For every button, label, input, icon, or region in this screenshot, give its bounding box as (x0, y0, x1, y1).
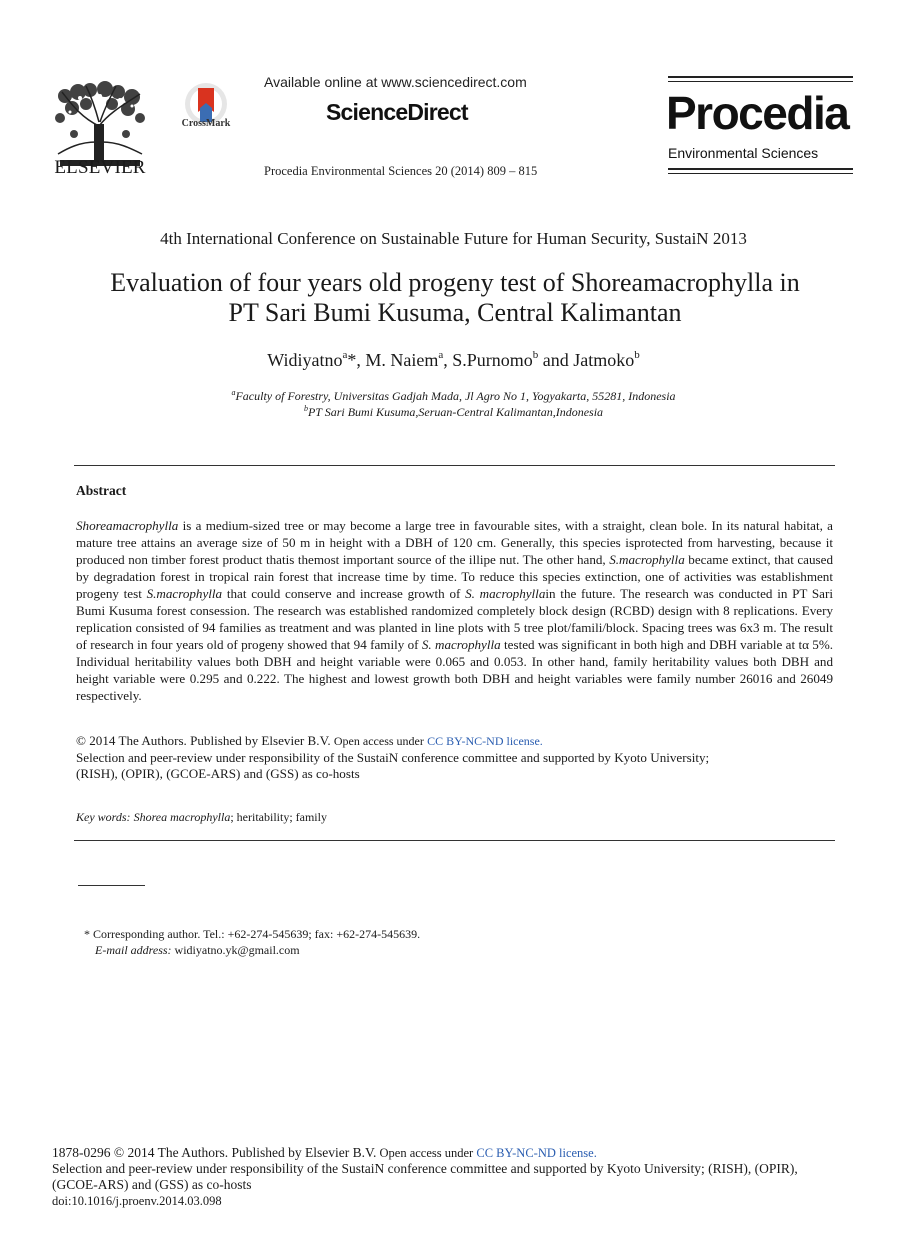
author-name: M. Naiem (365, 350, 439, 370)
species-name: S.macrophylla (146, 586, 223, 601)
title-line-2: PT Sari Bumi Kusuma, Central Kalimantan (228, 298, 682, 327)
copyright-text: © 2014 The Authors. Published by Elsevier B.V. (76, 733, 331, 748)
abstract-text: that could conserve and increase growth of (222, 586, 466, 601)
abstract-text: is a medium-sized tree or may become a large tree in favourable sites, with a straight, clean bole. In its natural habitat, a mature tree attains an average size of 50 m in height with a DBH of 120 cm. Generally, this species isprotected from harvesting, because it produced non timber forest product thatis themost important source of the illipe nut. The other hand, (76, 518, 833, 567)
affiliation-a (0, 389, 907, 404)
divider-top (74, 465, 835, 466)
footer-peer-review-2: (GCOE-ARS) and (GSS) as co-hosts (52, 1177, 252, 1192)
publisher-name: ELSEVIER (54, 157, 146, 178)
keywords-rest: ; heritability; family (230, 810, 327, 824)
available-online-text: Available online at www.sciencedirect.com (264, 74, 527, 90)
author-separator: *, (347, 350, 366, 370)
affiliation-mark: b (303, 404, 308, 413)
peer-review-line-1: Selection and peer-review under responsibility of the SustaiN conference committee and supported by Kyoto University; (76, 749, 710, 765)
page-footer (52, 1145, 882, 1209)
email-label: E-mail address: (95, 943, 172, 957)
species-name: S. macrophylla (465, 586, 546, 601)
procedia-rule-top (668, 76, 853, 78)
abstract-text: in the future. The research was conducted in PT Sari Bumi Kusuma forest consession. The research was established randomized completely block design (RCBD) design with 8 replications. Every replication consisted of 94 families as treatment and was planted in line plots with 5 tree plot/famili/block. Spacing trees was 6x3 m. The result of research in four years old of progeny showed that 94 family of (76, 586, 833, 652)
abstract-text: became extinct, that caused by degradation forest in tropical rain forest that increase time by time. To reduce this species extinction, one of activities was establishment progeny test (76, 552, 833, 601)
keywords-label: Key words: (76, 810, 134, 824)
license-link[interactable]: CC BY-NC-ND license. (476, 1146, 597, 1160)
peer-review-line-2: (RISH), (OPIR), (GCOE-ARS) and (GSS) as co-hosts (76, 766, 360, 781)
license-link[interactable]: CC BY-NC-ND license. (427, 734, 543, 748)
author-affiliation-mark: a (342, 349, 348, 361)
journal-citation: Procedia Environmental Sciences 20 (2014) 809 – 815 (264, 164, 538, 178)
species-name: S. macrophylla (421, 637, 501, 652)
author-name: Jatmoko (573, 350, 635, 370)
title-line-1: Evaluation of four years old progeny test of Shoreamacrophylla in (110, 268, 800, 297)
procedia-rule-bottom-thin (668, 173, 853, 174)
procedia-wordmark: Procedia (666, 87, 849, 139)
affiliation-text: PT Sari Bumi Kusuma,Seruan-Central Kalimantan,Indonesia (307, 405, 604, 419)
author-name: S.Purnomo (452, 350, 533, 370)
open-access-text: Open access under (333, 734, 424, 748)
procedia-rule-top-thin (668, 81, 853, 82)
procedia-subtitle: Environmental Sciences (668, 145, 819, 161)
author-separator: , (443, 350, 453, 370)
affiliation-mark: a (231, 388, 236, 397)
footer-peer-review-1: Selection and peer-review under responsibility of the SustaiN conference committee and supported by Kyoto University; (RISH), (OPIR), (52, 1161, 798, 1176)
paper-title (60, 268, 850, 328)
species-name: S.macrophylla (609, 552, 685, 567)
email-address[interactable]: widiyatno.yk@gmail.com (171, 943, 300, 957)
author-affiliation-mark: b (634, 349, 640, 361)
affiliation-b (0, 405, 907, 420)
abstract-heading: Abstract (76, 483, 127, 498)
author-separator: and (538, 350, 574, 370)
issn-copyright: 1878-0296 © 2014 The Authors. Published by Elsevier B.V. (52, 1145, 377, 1160)
copyright-block (76, 733, 833, 783)
email-line (95, 943, 300, 958)
author-affiliation-mark: b (532, 349, 539, 361)
footnote-rule (78, 885, 145, 886)
keywords (76, 810, 327, 825)
doi[interactable]: doi:10.1016/j.proenv.2014.03.098 (52, 1194, 222, 1208)
open-access-text: Open access under (379, 1146, 474, 1160)
abstract-body (76, 517, 833, 704)
author-name: Widiyatno (267, 350, 343, 370)
crossmark-label: CrossMark (181, 118, 231, 129)
procedia-rule-bottom (668, 168, 853, 170)
species-name: Shoreamacrophylla (76, 518, 179, 533)
abstract-text: tested was significant in both high and DBH variable at tα 5%. Individual heritability values both DBH and height variable were 0.065 and 0.053. In other hand, family heritability values both DBH and height variable were 0.295 and 0.222. The highest and lowest growth both DBH and height variables were family number 26016 and 26049 respectively. (76, 637, 834, 703)
affiliation-text: Faculty of Forestry, Universitas Gadjah Mada, Jl Agro No 1, Yogyakarta, 55281, Indonesia (235, 389, 676, 403)
author-list (0, 350, 907, 371)
conference-name: 4th International Conference on Sustainable Future for Human Security, SustaiN 2013 (160, 229, 747, 248)
author-affiliation-mark: a (438, 349, 444, 361)
keyword-species: Shorea macrophylla (133, 810, 231, 824)
divider-bottom (74, 840, 835, 841)
corresponding-author: * Corresponding author. Tel.: +62-274-545639; fax: +62-274-545639. (84, 927, 421, 941)
sciencedirect-wordmark[interactable]: ScienceDirect (326, 99, 468, 125)
